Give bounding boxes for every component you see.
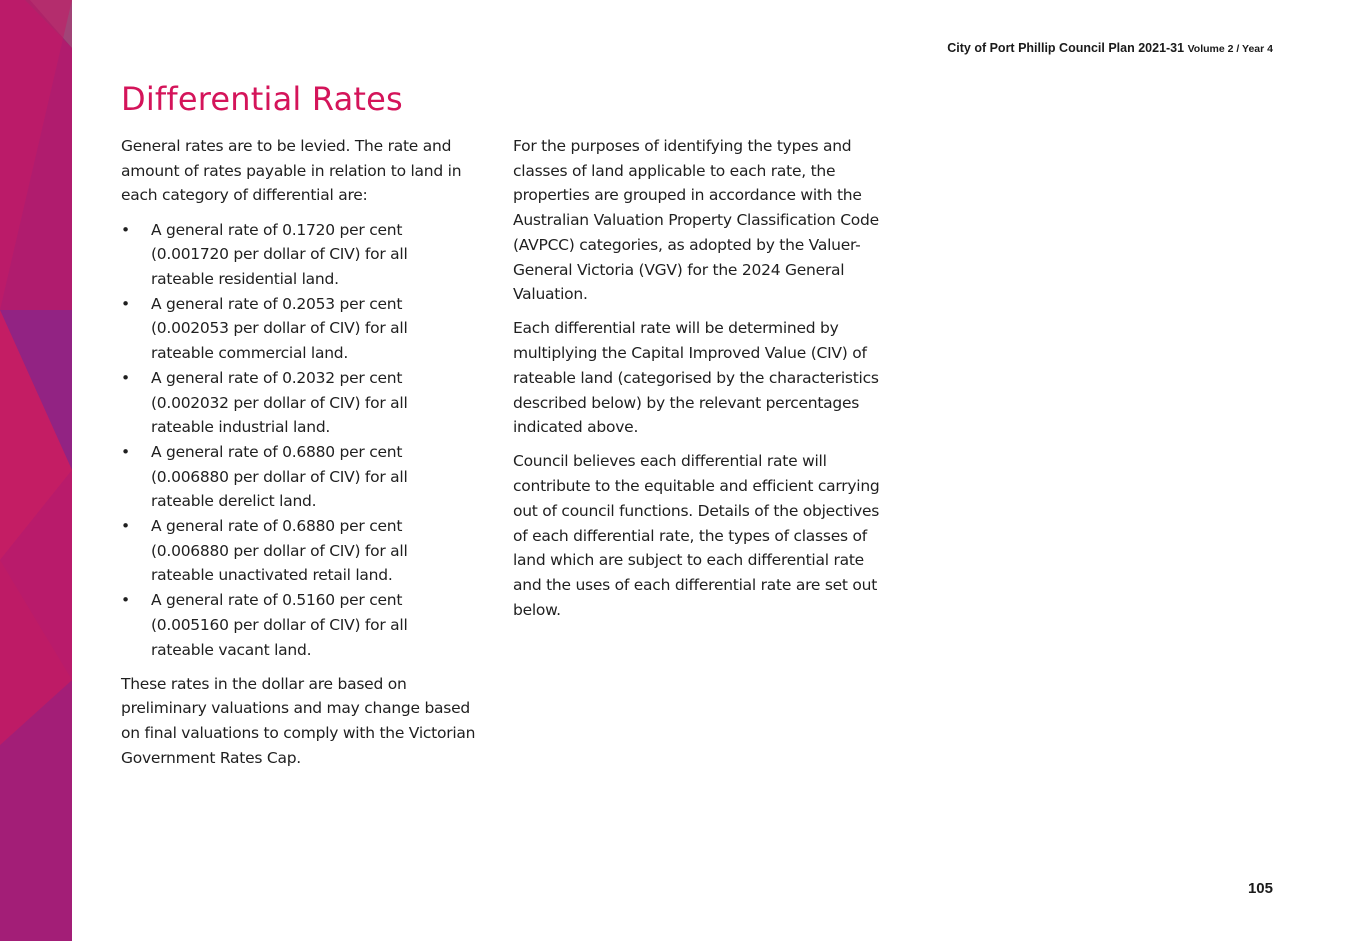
volume-year: Volume 2 / Year 4: [1187, 43, 1273, 55]
list-item: [121, 588, 441, 662]
rate-bullet-list: [121, 218, 493, 663]
list-item: [121, 366, 441, 440]
running-header: [947, 41, 1273, 55]
outro-paragraph: These rates in the dollar are based on preliminary valuations and may change based on final valuations to comply with the Victorian Government Rates Cap.: [121, 674, 476, 767]
side-band-graphic: [0, 0, 72, 941]
list-item: [121, 218, 441, 292]
bullet-text: A general rate of 0.5160 per cent (0.005160 per dollar of CIV) for all rateable vacant land.: [151, 591, 408, 659]
bullet-text: A general rate of 0.1720 per cent (0.001720 per dollar of CIV) for all rateable residential land.: [151, 220, 408, 289]
bullet-icon: •: [121, 442, 130, 461]
bullet-text: A general rate of 0.6880 per cent (0.006880 per dollar of CIV) for all rateable derelict land.: [151, 442, 408, 511]
bullet-text: A general rate of 0.2032 per cent (0.002032 per dollar of CIV) for all rateable industrial land.: [151, 368, 408, 437]
objectives-paragraph: Council believes each differential rate will contribute to the equitable and efficient carrying out of council functions. Details of the objectives of each differential rate, the types of classes of land which are subject to each differential rate and the uses of each differential rate are set out below.: [513, 452, 880, 619]
page-number: 105: [1247, 880, 1273, 897]
left-column: [121, 134, 493, 780]
bullet-text: A general rate of 0.2053 per cent (0.002053 per dollar of CIV) for all rateable commercial land.: [151, 294, 408, 363]
list-item: [121, 514, 441, 588]
classification-paragraph: For the purposes of identifying the types and classes of land applicable to each rate, the properties are grouped in accordance with the Australian Valuation Property Classification Code (AVPCC) categories, as adopted by the Valuer-General Victoria (VGV) for the 2024 General Valuation.: [513, 137, 879, 304]
bullet-icon: •: [121, 220, 130, 239]
bullet-icon: •: [121, 517, 130, 536]
list-item: [121, 292, 441, 366]
bullet-icon: •: [121, 591, 130, 610]
determination-paragraph: Each differential rate will be determined by multiplying the Capital Improved Value (CIV) of rateable land (categorised by the characteristics described below) by the relevant percentages indicated above.: [513, 319, 879, 437]
bullet-icon: •: [121, 294, 130, 313]
page-title: Differential Rates: [121, 80, 403, 118]
bullet-text: A general rate of 0.6880 per cent (0.006880 per dollar of CIV) for all rateable unactivated retail land.: [151, 517, 408, 585]
decorative-side-band: [0, 0, 72, 941]
list-item: [121, 440, 441, 514]
intro-paragraph: General rates are to be levied. The rate and amount of rates payable in relation to land in each category of differential are:: [121, 137, 462, 205]
document-title: City of Port Phillip Council Plan 2021-31: [947, 41, 1185, 55]
bullet-icon: •: [121, 368, 130, 387]
right-column: [513, 134, 885, 632]
